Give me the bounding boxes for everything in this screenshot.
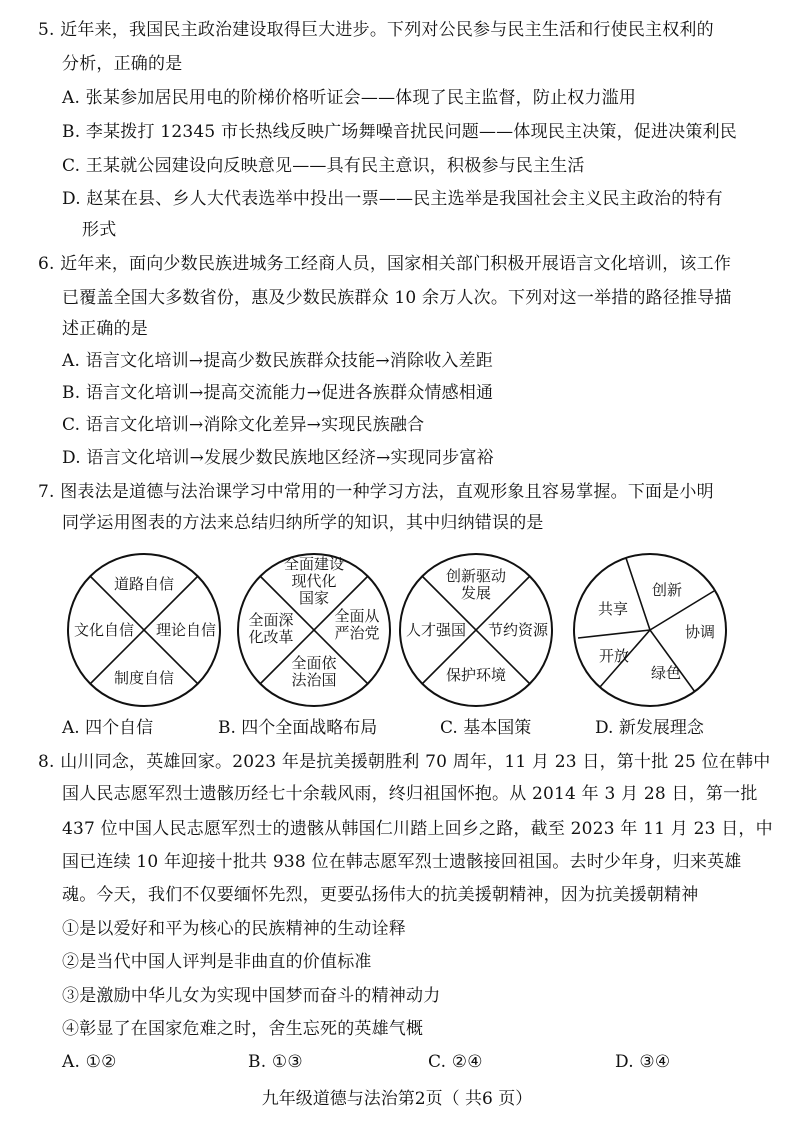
q6-stem-line1: 6. 近年来，面向少数民族进城务工经商人员，国家相关部门积极开展语言文化培训，该工作	[38, 254, 732, 274]
q8-stem-line4: 国已连续 10 年迎接十批共 938 位在韩志愿军烈士遗骸接回祖国。去时少年身，归来英雄	[62, 852, 742, 872]
q7-option-d: D. 新发展理念	[595, 718, 704, 738]
circle1-top-label: 道路自信	[113, 575, 175, 593]
circle1-right-label: 理论自信	[155, 621, 217, 639]
circle-new-development-concepts	[574, 554, 726, 706]
q8-option-b: B. ①③	[248, 1052, 303, 1072]
circle-four-confidences	[68, 554, 220, 706]
q5-option-b: B. 李某拨打 12345 市长热线反映广场舞噪音扰民问题——体现民主决策，促进决策利民	[62, 122, 737, 142]
q7-option-b: B. 四个全面战略布局	[218, 718, 378, 738]
circle4-label-innovation: 创新	[651, 581, 683, 599]
circle2-right-label-1: 全面从	[334, 607, 380, 625]
q8-statement-1: ①是以爱好和平为核心的民族精神的生动诠释	[62, 919, 406, 939]
q5-option-a: A. 张某参加居民用电的阶梯价格听证会——体现了民主监督，防止权力滥用	[62, 88, 637, 108]
q5-option-d-line1: D. 赵某在县、乡人大代表选举中投出一票——民主选举是我国社会主义民主政治的特有	[62, 189, 723, 209]
circle-basic-policies	[400, 554, 552, 706]
circle3-left-label: 人才强国	[405, 621, 467, 639]
circle4-label-openness: 开放	[598, 647, 630, 665]
circle1-bottom-label: 制度自信	[113, 669, 175, 687]
q8-statement-2: ②是当代中国人评判是非曲直的价值标准	[62, 952, 372, 972]
circle3-bottom-label: 保护环境	[445, 666, 507, 684]
q6-option-a: A. 语言文化培训→提高少数民族群众技能→消除收入差距	[62, 351, 493, 371]
circle2-left-label-1: 全面深	[248, 611, 294, 629]
circle3-right-label: 节约资源	[487, 621, 549, 639]
q8-stem-line1: 8. 山川同念，英雄回家。2023 年是抗美援朝胜利 70 周年，11 月 23 日，第十批 25 位在韩中	[38, 752, 771, 772]
q7-option-c: C. 基本国策	[440, 718, 532, 738]
page-footer: 九年级道德与法治第2页（ 共6 页）	[261, 1089, 533, 1109]
circle-four-comprehensives	[238, 554, 390, 706]
circle2-bottom-label-1: 全面依	[291, 654, 337, 672]
q6-option-d: D. 语言文化培训→发展少数民族地区经济→实现同步富裕	[62, 448, 494, 468]
q5-stem-line2: 分析，正确的是	[62, 54, 183, 74]
q6-stem-line2: 已覆盖全国大多数省份，惠及少数民族群众 10 余万人次。下列对这一举措的路径推导描	[62, 288, 732, 308]
circle3-top-label-1: 创新驱动	[445, 567, 507, 585]
circle4-label-coordination: 协调	[684, 623, 716, 641]
q5-option-c: C. 王某就公园建设向反映意见——具有民主意识，积极参与民主生活	[62, 156, 585, 176]
circle2-top-label-2: 现代化	[291, 572, 337, 590]
q8-option-a: A. ①②	[62, 1052, 117, 1072]
circle4-label-green: 绿色	[650, 664, 682, 682]
circle2-top-label-3: 国家	[298, 589, 330, 607]
q7-stem-line2: 同学运用图表的方法来总结归纳所学的知识，其中归纳错误的是	[62, 513, 544, 533]
q7-option-a: A. 四个自信	[62, 718, 154, 738]
q5-stem-line1: 5. 近年来，我国民主政治建设取得巨大进步。下列对公民参与民主生活和行使民主权利的	[38, 20, 714, 40]
circle2-top-label-1: 全面建设	[283, 555, 345, 573]
circle4-label-sharing: 共享	[597, 600, 629, 618]
q8-stem-line5: 魂。今天，我们不仅要缅怀先烈，更要弘扬伟大的抗美援朝精神，因为抗美援朝精神	[62, 885, 699, 905]
q7-stem-line1: 7. 图表法是道德与法治课学习中常用的一种学习方法，直观形象且容易掌握。下面是小明	[38, 482, 714, 502]
circle2-bottom-label-2: 法治国	[291, 671, 337, 689]
q6-option-c: C. 语言文化培训→消除文化差异→实现民族融合	[62, 415, 425, 435]
q8-stem-line3: 437 位中国人民志愿军烈士的遗骸从韩国仁川踏上回乡之路，截至 2023 年 11 月 23 日，中	[62, 819, 773, 839]
circle1-left-label: 文化自信	[73, 621, 135, 639]
q6-stem-line3: 述正确的是	[62, 319, 148, 339]
q8-option-c: C. ②④	[428, 1052, 483, 1072]
q8-stem-line2: 国人民志愿军烈士遗骸历经七十余载风雨，终归祖国怀抱。从 2014 年 3 月 28 日，第一批	[62, 784, 758, 804]
q8-option-d: D. ③④	[615, 1052, 671, 1072]
circle2-right-label-2: 严治党	[334, 624, 380, 642]
q6-option-b: B. 语言文化培训→提高交流能力→促进各族群众情感相通	[62, 383, 494, 403]
q7-circle-diagrams	[0, 552, 794, 712]
q5-option-d-line2: 形式	[82, 220, 117, 240]
circle3-top-label-2: 发展	[460, 584, 492, 602]
circle2-left-label-2: 化改革	[248, 628, 294, 646]
q8-statement-3: ③是激励中华儿女为实现中国梦而奋斗的精神动力	[62, 986, 441, 1006]
q8-statement-4: ④彰显了在国家危难之时，舍生忘死的英雄气概	[62, 1019, 424, 1039]
